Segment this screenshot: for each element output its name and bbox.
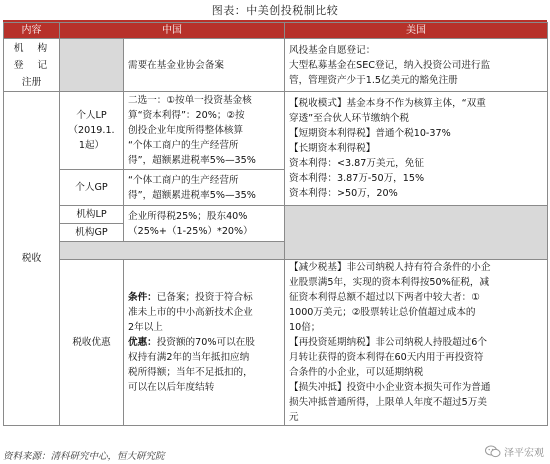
reduce-tax-base-tag: 【减少税基】	[289, 262, 347, 273]
reinvest-deferral-tag: 【再投资延期纳税】	[289, 337, 376, 348]
tax-mode-us: 【税收模式】基金本身不作为核算主体，“双重 穿透”至合伙人环节缴纳个税 【短期资本利得税】普通个税10-37% 【长期资本利得税】 资本利得：<3.87万美元，免征 资本利得：3.87万-50万，15% 资本利得：>50万，20%	[285, 92, 548, 206]
individual-lp-row	[4, 92, 548, 170]
individual-gp-china: “个体工商户的生产经营所 得”，超额累进税率5%—35%	[124, 170, 285, 206]
header-us: 美国	[285, 23, 548, 39]
tax-spacer	[60, 242, 285, 260]
tax-label: 税收	[4, 92, 60, 426]
registration-label: 机 构 登 记 注册	[4, 39, 60, 92]
individual-gp-label: 个人GP	[60, 170, 124, 206]
preference-us: 【减少税基】非公司纳税人持有符合条件的小企 业股票满5年，实现的资本利得按50%征税，减 征资本利得总额不超过以下两者中较大者：① 1000万美元；②股票转让总价值超过成本的 10倍； 【再投资延期纳税】非公司纳税人持股超过6个 月转让获得的资本利得在60天内用于再投资符 合条件的小企业，可以延期纳税 【损失冲抵】投资中小企业资本损失可作为普通 损失冲抵普通所得，上限单人年度不超过5万美 元	[285, 260, 548, 426]
source-note: 资料来源：清科研究中心，恒大研究院	[3, 451, 165, 462]
preference-label: 税收优惠	[60, 260, 124, 426]
individual-lp-china: 二选一：①按单一投资基金核 算“资本利得”：20%；②按 创投企业年度所得整体核算 “个体工商户的生产经营所 得”，超额累进税率5%—35%	[124, 92, 285, 170]
institutional-lp-row	[4, 206, 548, 224]
loss-offset-tag: 【损失冲抵】	[289, 382, 347, 393]
wechat-icon	[485, 445, 501, 458]
preference-row	[4, 260, 548, 426]
watermark	[485, 444, 544, 459]
registration-china: 需要在基金业协会备案	[124, 39, 285, 92]
header-row	[4, 23, 548, 39]
registration-us: 风投基金自愿登记： 大型私募基金在SEC登记，纳入投资公司进行监 管，管理资产少于1.5亿美元的豁免注册	[285, 39, 548, 92]
institutional-us-spacer	[285, 206, 548, 260]
figure-title-row	[0, 0, 550, 24]
header-china: 中国	[60, 23, 285, 39]
figure-title: 图表：中美创投税制比较	[211, 4, 339, 17]
institutional-lp-label: 机构LP	[60, 206, 124, 224]
registration-spacer	[60, 39, 124, 92]
institutional-china: 企业所得税25%；股东40% （25%+（1-25%）*20%）	[124, 206, 285, 242]
comparison-table	[3, 22, 548, 426]
header-content: 内容	[4, 23, 60, 39]
preference-china: 条件：已备案；投资于符合标 准未上市的中小高新技术企业 2年以上 优惠：投资额的70%可以在股 权持有满2年的当年抵扣应纳 税所得额；当年不足抵扣的， 可以在以后年度结转	[124, 260, 285, 426]
registration-row	[4, 39, 548, 92]
individual-lp-label: 个人LP （2019.1. 1起）	[60, 92, 124, 170]
watermark-text: 泽平宏观	[504, 448, 544, 459]
institutional-gp-label: 机构GP	[60, 224, 124, 242]
